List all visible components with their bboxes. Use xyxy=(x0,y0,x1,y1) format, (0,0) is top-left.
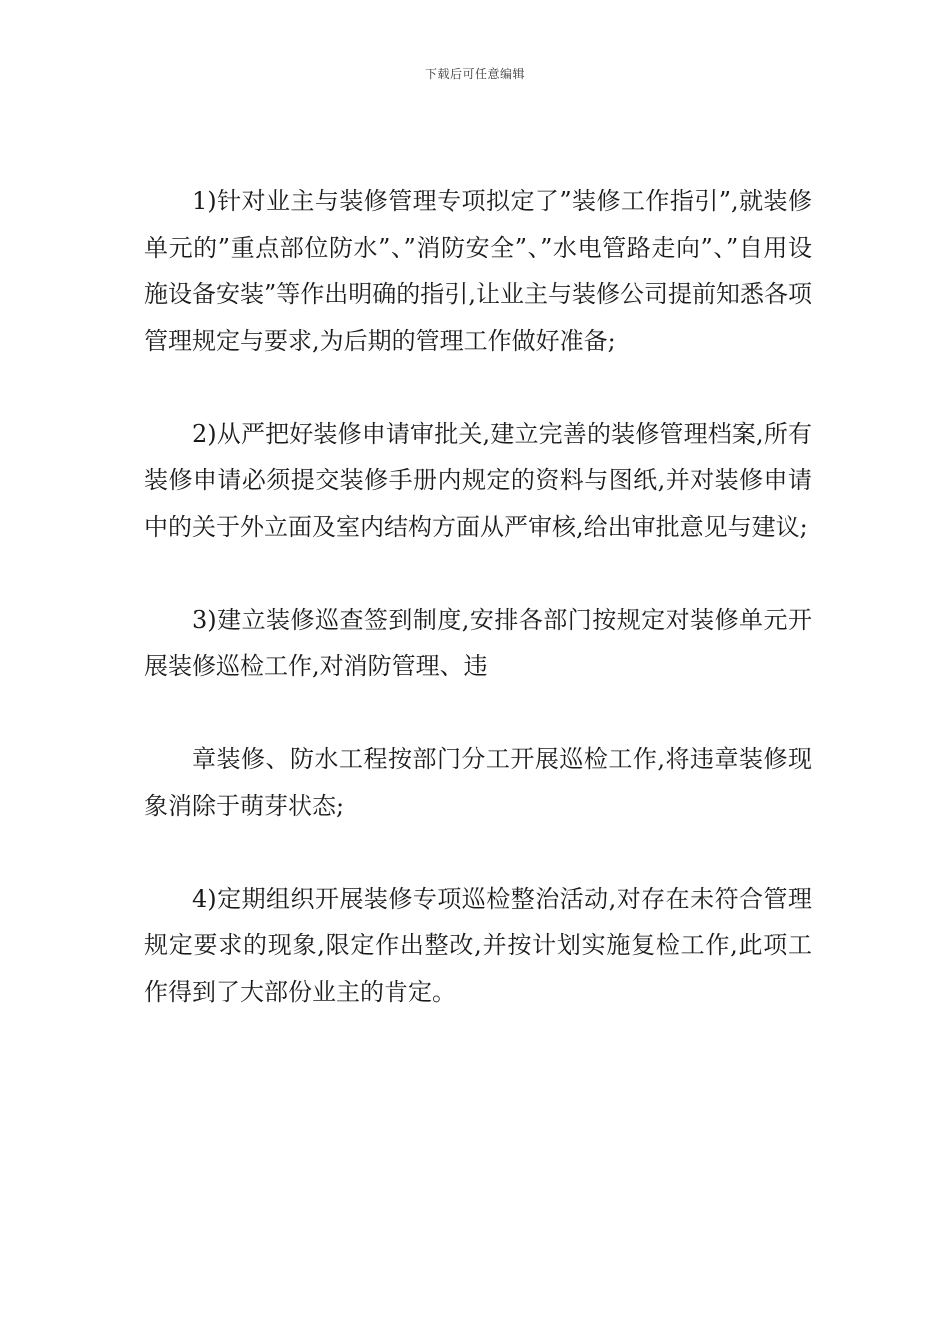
paragraph-2: 2)从严把好装修申请审批关,建立完善的装修管理档案,所有装修申请必须提交装修手册内规定的资料与图纸,并对装修申请中的关于外立面及室内结构方面从严审核,给出审批意见与建议; xyxy=(144,419,812,541)
document-body xyxy=(144,178,812,1015)
header-note: 下载后可任意编辑 xyxy=(424,67,525,81)
paragraph-3: 3)建立装修巡查签到制度,安排各部门按规定对装修单元开展装修巡检工作,对消防管理、违 xyxy=(144,605,812,680)
paragraph-1: 1)针对业主与装修管理专项拟定了”装修工作指引”,就装修单元的”重点部位防水”、”消防安全”、”水电管路走向”、”自用设施设备安装”等作出明确的指引,让业主与装修公司提前知悉各项管理规定与要求,为后期的管理工作做好准备; xyxy=(144,187,812,355)
paragraph-5: 4)定期组织开展装修专项巡检整治活动,对存在未符合管理规定要求的现象,限定作出整改,并按计划实施复检工作,此项工作得到了大部份业主的肯定。 xyxy=(144,884,812,1006)
paragraph-4: 章装修、防水工程按部门分工开展巡检工作,将违章装修现象消除于萌芽状态; xyxy=(144,745,812,820)
